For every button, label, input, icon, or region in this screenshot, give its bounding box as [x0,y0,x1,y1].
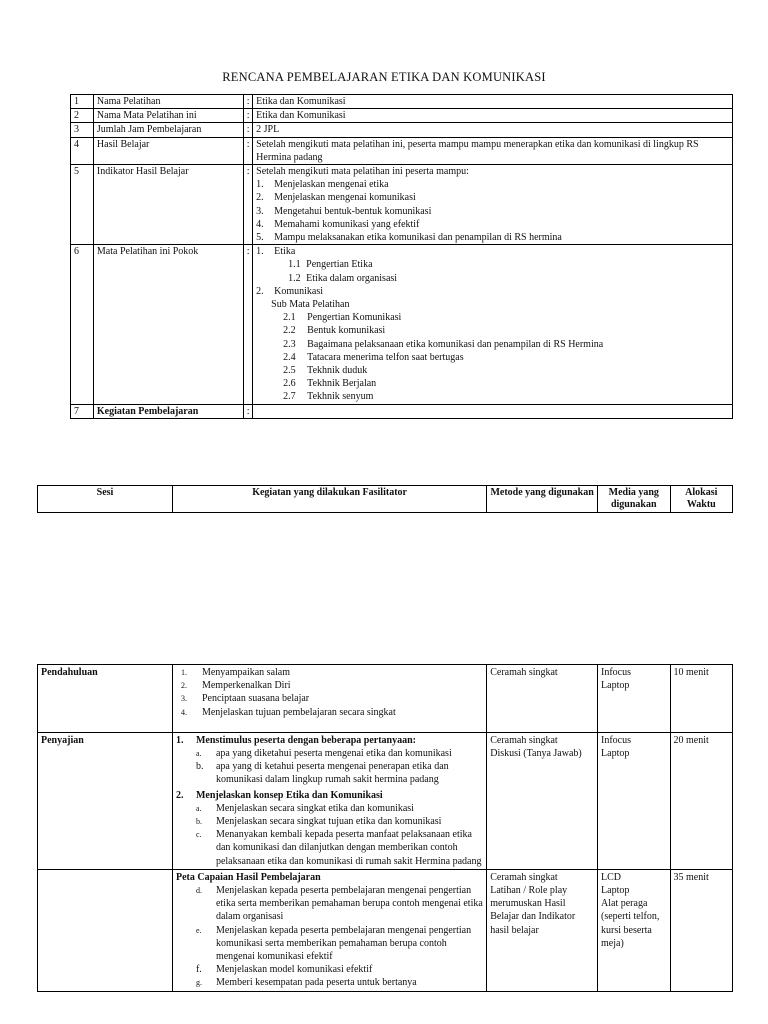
row-separator: : [244,123,253,137]
sesi-cell [38,869,173,991]
kegiatan-cell [172,732,486,869]
row-label: Indikator Hasil Belajar [93,165,243,245]
section-heading: Peta Capaian Hasil Pembelajaran [175,871,321,883]
item-number: 4. [180,707,187,717]
row-number: 1 [71,95,94,109]
schedule-header-table [37,485,733,513]
item-text: Menjelaskan secara singkat etika dan komunikasi [215,802,414,814]
item-number: 3. [180,694,187,704]
item-text: Memperkenalkan Diri [201,680,291,692]
kegiatan-cell [172,869,486,991]
item-number: b. [195,817,202,827]
indikator-cell [253,165,733,245]
item-number: 2. [256,285,264,297]
row-separator: : [244,404,253,418]
item-text: Memberi kesempatan pada peserta untuk bertanya [215,977,417,989]
item-text: Menjelaskan kepada peserta pembelajaran mengenai pengertian komunikasi serta memberikan pemahaman berupa contoh mengenai komunikasi efektif [215,924,472,963]
item-number: 2.2 [283,325,296,337]
item-text: apa yang diketahui peserta mengenai etika dan komunikasi [215,748,452,760]
item-text: Menjelaskan secara singkat tujuan etika dan komunikasi [215,816,442,828]
media-item: Alat peraga (seperti telfon, kursi beserta meja) [601,898,660,949]
table-row [38,665,733,733]
item-number: 2.7 [283,391,296,403]
item-number: 2.3 [283,338,296,350]
item-number: 2.4 [283,351,296,363]
list-item [176,706,483,719]
metode-cell [487,732,598,869]
waktu-cell: 20 menit [670,732,732,869]
sesi-cell: Penyajian [38,732,173,869]
row-label: Nama Mata Pelatihan ini [93,109,243,123]
item-text: Tekhnik duduk [307,365,368,377]
list-item [256,272,729,285]
media-cell [598,869,671,991]
header-kegiatan: Kegiatan yang dilakukan Fasilitator [172,486,486,513]
list-item [256,351,729,364]
list-item [176,976,483,989]
item-number: 2.5 [283,365,296,377]
waktu-cell: 35 menit [670,869,732,991]
item-text: Komunikasi [274,285,324,297]
list-item [256,377,729,390]
media-item: Laptop [601,748,630,760]
row-number: 2 [71,109,94,123]
item-number: 2.6 [283,378,296,390]
item-number: f. [195,964,202,976]
table-row [71,404,733,418]
list-item [256,218,729,231]
list-item [176,666,483,679]
row-value: Etika dan Komunikasi [253,95,733,109]
media-item: Infocus [601,734,632,746]
metode-item: Latihan / Role play merumuskan Hasil Belajar dan Indikator hasil belajar [490,885,576,936]
table-row [71,109,733,123]
item-number: 4. [256,218,264,230]
media-cell [598,665,671,733]
header-alokasi: Alokasi Waktu [670,486,732,513]
list-item [176,802,483,815]
metode-cell [487,869,598,991]
item-text: Menanyakan kembali kepada peserta manfaat pelaksanaan etika dan komunikasi dan dilanjutkan dengan memberikan contoh pelaksanaan etika dan komunikasi di rumah sakit Hermina padang [215,829,482,867]
row-separator: : [244,109,253,123]
list-item [256,178,729,191]
row-label: Hasil Belajar [93,137,243,164]
item-number: 5. [256,232,264,244]
kegiatan-cell [172,665,486,733]
item-number: 3. [256,205,264,217]
list-item [256,324,729,337]
list-item [176,884,483,924]
waktu-cell: 10 menit [670,665,732,733]
item-text: Menjelaskan konsep Etika dan Komunikasi [195,789,383,801]
row-label: Jumlah Jam Pembelajaran [93,123,243,137]
list-item [176,747,483,760]
item-number: 2. [180,681,187,691]
item-text: Etika [274,246,296,258]
pokok-cell [253,245,733,404]
info-table [70,94,733,419]
indikator-intro: Setelah mengikuti mata pelatihan ini peserta mampu: [256,166,469,178]
header-media: Media yang digunakan [598,486,671,513]
list-item [256,390,729,403]
item-number: c. [195,830,202,840]
item-text: Tatacara menerima telfon saat bertugas [307,351,464,363]
item-number: 1.1 [288,259,301,271]
item-text: Mengetahui bentuk-bentuk komunikasi [274,205,432,217]
item-text: Bentuk komunikasi [307,325,386,337]
metode-item: Ceramah singkat [490,734,558,746]
media-cell [598,732,671,869]
item-number: 2.1 [283,312,296,324]
item-text: Bagaimana pelaksanaan etika komunikasi dan penampilan di RS Hermina [307,338,604,350]
list-item [176,815,483,828]
row-label: Kegiatan Pembelajaran [93,404,243,418]
list-item [256,191,729,204]
row-number: 6 [71,245,94,404]
list-item [256,231,729,244]
item-number: 1. [256,246,264,258]
list-item [176,963,483,976]
row-number: 7 [71,404,94,418]
item-number: d. [195,886,202,896]
media-item: Laptop [601,680,630,692]
table-row [38,869,733,991]
item-text: Etika dalam organisasi [306,272,398,284]
table-row [71,245,733,404]
list-item [176,760,483,786]
list-item [176,692,483,705]
spacer [176,719,483,731]
item-text: Tekhnik senyum [307,391,374,403]
table-row [71,165,733,245]
document-title: RENCANA PEMBELAJARAN ETIKA DAN KOMUNIKASI [222,70,546,84]
item-number: b. [195,761,204,773]
list-item [176,679,483,692]
activities-table [37,664,733,992]
sub-heading: Sub Mata Pelatihan [271,299,350,311]
list-heading [176,734,483,747]
item-number: a. [195,749,202,759]
item-number: 1. [256,179,264,191]
row-value: 2 JPL [253,123,733,137]
item-number: 1. [180,668,187,677]
table-row [71,137,733,164]
row-value: Etika dan Komunikasi [253,109,733,123]
row-separator: : [244,95,253,109]
item-number: 1.2 [288,272,301,284]
list-item [256,245,729,258]
metode-item: Diskusi (Tanya Jawab) [490,748,582,760]
list-heading [176,789,483,802]
item-text: Pengertian Komunikasi [307,312,402,324]
sesi-cell: Pendahuluan [38,665,173,733]
item-text: Mampu melaksanakan etika komunikasi dan penampilan di RS hermina [274,232,562,244]
item-text: Menjelaskan model komunikasi efektif [215,964,373,976]
metode-item: Ceramah singkat [490,871,558,883]
item-number: 2. [256,192,264,204]
row-number: 3 [71,123,94,137]
media-item: Infocus [601,667,632,678]
item-text: Menjelaskan tujuan pembelajaran secara singkat [201,706,396,718]
item-number: 1. [175,734,184,746]
row-label: Nama Pelatihan [93,95,243,109]
row-value: Setelah mengikuti mata pelatihan ini, peserta mampu mampu menerapkan etika dan komunikasi di lingkup RS Hermina padang [253,137,733,164]
table-row [71,123,733,137]
row-number: 5 [71,165,94,245]
item-text: Menjelaskan mengenai etika [274,179,389,191]
item-text: apa yang di ketahui peserta mengenai penerapan etika dan komunikasi dalam lingkup rumah sakit hermina padang [215,761,449,786]
list-item [176,828,483,868]
item-number: a. [195,803,202,813]
row-value [253,404,733,418]
item-text: Menstimulus peserta dengan beberapa pertanyaan: [195,734,416,746]
item-text: Menjelaskan mengenai komunikasi [274,192,416,204]
row-separator: : [244,137,253,164]
row-label: Mata Pelatihan ini Pokok [93,245,243,404]
list-item [256,338,729,351]
item-number: e. [195,925,202,935]
item-number: g. [195,978,202,988]
item-text: Memahami komunikasi yang efektif [274,218,420,230]
header-metode: Metode yang digunakan [487,486,598,513]
list-item [256,205,729,218]
row-separator: : [244,165,253,245]
media-item: LCD [601,871,622,883]
item-number: 2. [175,789,184,801]
table-row [71,95,733,109]
item-text: Penciptaan suasana belajar [201,693,310,705]
row-number: 4 [71,137,94,164]
table-row [38,732,733,869]
metode-cell: Ceramah singkat [487,665,598,733]
item-text: Tekhnik Berjalan [307,378,377,390]
list-item [256,311,729,324]
item-text: Pengertian Etika [306,259,373,271]
list-item [176,924,483,964]
list-item [256,364,729,377]
row-separator: : [244,245,253,404]
table-header-row [38,486,733,513]
header-sesi: Sesi [38,486,173,513]
list-item [256,258,729,271]
list-item [256,285,729,298]
item-text: Menyampaikan salam [201,667,290,678]
media-item: Laptop [601,885,630,897]
item-text: Menjelaskan kepada peserta pembelajaran mengenai pengertian etika serta memberikan pemahaman berupa contoh mengenai etika dalam organisasi [215,885,483,923]
